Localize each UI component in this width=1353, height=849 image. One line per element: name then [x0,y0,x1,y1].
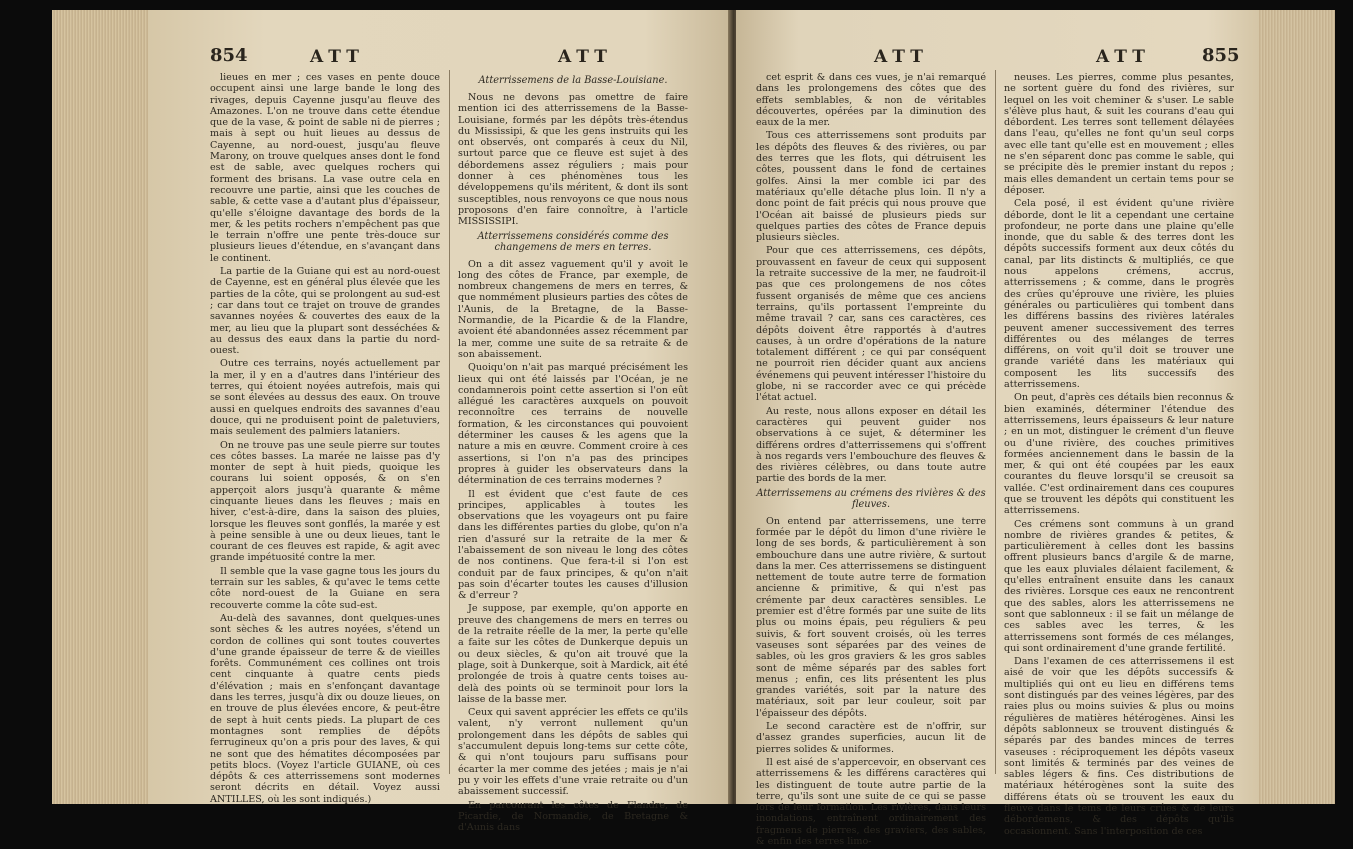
right-column-2 [1004,72,1234,839]
paragraph: lieues en mer ; ces vases en pente douce occupent ainsi une large bande le long des rivages, depuis Cayenne jusqu'au fleuve des Amazones. L'on ne trouve dans cette étendue que de la vase, & point de sable ni de pierres ; mais à sept ou huit lieues au dessus de Cayenne, au nord-ouest, jusqu'au fleuve Marony, on trouve quelques anses dont le fond est de sable, avec quelques rochers qui forment des brisans. La vase outre cela en recouvre une partie, ainsi que les couches de sable, & cette vase a d'autant plus d'épaisseur, qu'elle s'éloigne davantage des bords de la mer, & les petits rochers n'empêchent pas que le terrain n'offre une pente très-douce sur plusieurs lieues d'étendue, en s'avançant dans le continent. [210,72,440,264]
paragraph: Il est évident que c'est faute de ces principes, applicables à toutes les observations que les voyageurs ont pu faire dans les différentes parties du globe, qu'on n'a rien d'assuré sur la retraite de la mer & l'abaissement de son niveau le long des côtes de nos continens. Que fera-t-il si l'on est conduit par de faux principes, & qu'on n'ait pas soin d'écarter toutes les causes d'illusion & d'erreur ? [458,488,688,602]
paragraph: Outre ces terrains, noyés actuellement par la mer, il y en a d'autres dans l'intérieur des terres, qui étoient noyées autrefois, mais qui se sont élevées au dessus des eaux. On trouve aussi en quelques endroits des savannes d'eau douce, qui ne produisent point de paletuviers, mais seulement des palmiers lataniers. [210,358,440,438]
paragraph: La partie de la Guiane qui est au nord-ouest de Cayenne, est en général plus élevée que les parties de la côte, qui se prolongent au sud-est ; car dans tout ce trajet on trouve de grandes savannes noyées & couvertes des eaux de la mer, au lieu que la plupart sont desséchées & au dessus des eaux dans la partie du nord-ouest. [210,266,440,357]
right-running-head-1: ATT [874,47,929,67]
paragraph: Ceux qui savent apprécier les effets ce qu'ils valent, n'y verront nullement qu'un prolongement dans les dépôts de sables qui s'accumulent depuis long-tems sur cette côte, & qui n'ont toujours paru suffisans pour écarter la mer comme des jetées ; mais je n'ai pu y voir les effets d'une vraie retraite ou d'un abaissement successif. [458,707,688,798]
paragraph: Nous ne devons pas omettre de faire mention ici des atterrissemens de la Basse-Louisiane, formés par les dépôts très-étendus du Mississipi, & que les gens instruits qui les ont observés, ont comparés à ceux du Nil, surtout parce que ce fleuve est sujet à des débordemens assez réguliers ; mais pour donner à ces phénomènes tous les développemens qu'ils méritent, & dont ils sont susceptibles, nous renvoyons ce que nous nous proposons d'en faire connoître, à l'article MISSISSIPI. [458,92,688,228]
paragraph: Au-delà des savannes, dont quelques-unes sont sèches & les autres noyées, s'étend un cordon de collines qui sont toutes couvertes d'une grande épaisseur de terre & de vieilles forêts. Communément ces collines ont trois cent cinquante à quatre cents pieds d'élévation ; mais en s'enfonçant davantage dans les terres, jusqu'à dix ou douze lieues, on en trouve de plus élevées encore, & peut-être de sept à huit cents pieds. La plupart de ces montagnes sont remplies de dépôts ferrugineux qu'on a pris pour des laves, & qui ne sont que des hématites décomposées par petits blocs. (Voyez l'article GUIANE, où ces dépôts & ces atterrissemens sont modernes seront décrits en détail. Voyez aussi ANTILLES, où les sont indiqués.) [210,612,440,805]
right-column-1 [756,72,986,849]
left-folio: 854 [210,45,248,66]
column-rule [449,70,450,774]
paragraph: Il est aisé de s'appercevoir, en observant ces atterrissemens & les différens caractères qui les distinguent de toute autre partie de la terre, qu'ils sont une suite de ce qui se passe lors de leur formation. Les rivières, dans leurs inondations, entraînent ordinairement des fragmens de pierres, des graviers, des sables, & enfin des terres limo- [756,756,986,847]
right-running-head-2: ATT [1096,47,1151,67]
section-heading: Atterrissemens au crémens des rivières & des fleuves. [756,487,986,510]
paragraph: Ces crémens sont communs à un grand nombre de rivières grandes & petites, & particulièrement à celles dont les bassins offrent plusieurs bancs d'argile & de marne, que les eaux pluviales délaient facilement, & qu'elles entraînent ensuite dans les canaux des rivières. Lorsque ces eaux ne rencontrent que des sables, alors les atterrissemens ne sont que sablonneux : il se fait un mélange de ces sables avec les terres, & les atterrissemens sont formés de ces mélanges, qui sont ordinairement d'une grande fertilité. [1004,518,1234,654]
paragraph: On a dit assez vaguement qu'il y avoit le long des côtes de France, par exemple, de nombreux changemens de mers en terres, & que nommément plusieurs parties des côtes de l'Aunis, de la Bretagne, de la Basse-Normandie, de la Picardie & de la Flandre, avoient été abandonnées assez récemment par la mer, comme une suite de sa retraite & de son abaissement. [458,258,688,360]
book [52,10,1335,847]
left-column-2 [458,72,688,835]
right-folio: 855 [1202,45,1240,66]
paragraph: Au reste, nous allons exposer en détail les caractères qui peuvent guider nos observations à ce sujet, & déterminer les différens ordres d'atterrissemens qui s'offrent à nos regards vers l'embouchure des fleuves & des rivières célèbres, ou dans toute autre partie des bords de la mer. [756,405,986,485]
paragraph: Il semble que la vase gagne tous les jours du terrain sur les sables, & qu'avec le tems cette côte nord-ouest de la Guiane en sera recouverte comme la côte sud-est. [210,565,440,611]
right-page [736,10,1259,847]
paragraph: Quoiqu'on n'ait pas marqué précisément les lieux qui ont été laissés par l'Océan, je ne condamnerois point cette assertion si l'on eût allégué les caractères auxquels on pouvoit reconnoître ces terrains de nouvelle formation, & les circonstances qui pouvoient déterminer les causes & les agens que la nature a mis en œuvre. Comment croire à ces assertions, si l'on n'a pas des principes propres à guider les observateurs dans la détermination de ces terrains modernes ? [458,362,688,487]
left-running-head-1: ATT [310,47,365,67]
paragraph: Je suppose, par exemple, qu'on apporte en preuve des changemens de mers en terres ou de la retraite réelle de la mer, la perte qu'elle a faite sur les côtes de Dunkerque depuis un ou deux siècles, & qu'on ait trouvé que la plage, soit à Dunkerque, soit à Mardick, ait été prolongée de trois à quatre cents toises au-delà des points où se terminoit pour lors la laisse de la basse mer. [458,603,688,705]
left-page-edges [52,10,148,804]
paragraph: On peut, d'après ces détails bien reconnus & bien examinés, déterminer l'étendue des atterrissemens, leurs épaisseurs & leur nature ; en un mot, distinguer le crément d'un fleuve ou d'une rivière, des couches primitives formées anciennement dans le bassin de la mer, & qui ont été coupées par les eaux courantes du fleuve lorsqu'il se creusoit sa vallée. C'est ordinairement dans ces coupures que se trouvent les dépôts qui constituent les atterrissemens. [1004,392,1234,517]
paragraph: Le second caractère est de n'offrir, sur d'assez grandes superficies, aucun lit de pierres solides & uniformes. [756,721,986,755]
paragraph: Cela posé, il est évident qu'une rivière déborde, dont le lit a cependant une certaine profondeur, ne porte dans une plaine qu'elle inonde, que du sable & des terres dont les dépôts successifs forment aux deux côtés du canal, par lits distincts & multipliés, ce que nous appelons crémens, accrus, atterrissemens ; & comme, dans le progrès des crûes qu'éprouve une rivière, les pluies générales ou particulières qui tombent dans les différens bassins des rivières latérales peuvent amener successivement des terres différentes ou des mélanges de terres différens, on voit qu'il doit se trouver une grande variété dans les matériaux qui composent les lits successifs des atterrissemens. [1004,198,1234,391]
paragraph: Tous ces atterrissemens sont produits par les dépôts des fleuves & des rivières, ou par des terres que les flots, qui détruisent les côtes, poussent dans le fond de certaines golfes. Ainsi la mer comble ici par des matériaux qu'elle détache plus loin. Il n'y a donc point de fait précis qui nous prouve que l'Océan ait baissé de plusieurs pieds sur quelques parties des côtes de France depuis plusieurs siècles. [756,130,986,244]
paragraph: Dans l'examen de ces atterrissemens il est aisé de voir que les dépôts successifs & multipliés qui ont eu lieu en différens tems sont distingués par des veines légères, par des raies plus ou moins suivies & plus ou moins régulières de matières hétérogènes. Ainsi les dépôts sablonneux se trouvent distingués & séparés par des bandes minces de terres vaseuses : réciproquement les dépôts vaseux sont limités & terminés par des veines de sables légers & fins. Ces distributions de matériaux hétérogènes sont la suite des différens états où se trouvent les eaux du fleuve dans le tems de leurs crûes & de leurs débordemens, & des dépôts qu'ils occasionnent. Sans l'interposition de ces [1004,656,1234,837]
paragraph: cet esprit & dans ces vues, je n'ai remarqué dans les prolongemens des côtes que des effets semblables, & non de véritables découvertes, opérées par la diminution des eaux de la mer. [756,72,986,129]
left-page [148,10,732,834]
paragraph: On entend par atterrissemens, une terre formée par le dépôt du limon d'une rivière le long de ses bords, & particulièrement à son embouchure dans une autre rivière, & surtout dans la mer. Ces atterrissemens se distinguent nettement de toute autre terre de formation ancienne & primitive, & qui n'est pas crémente par deux caractères sensibles. Le premier est d'être formés par une suite de lits plus ou moins épais, peu réguliers & peu suivis, & fort souvent croisés, où les terres vaseuses sont séparées par des veines de sables, où les gros graviers & les gros sables sont de même séparés par des sables fort menus ; enfin, ces lits présentent les plus grandes variétés, soit par la nature des matériaux, soit par leur couleur, soit par l'épaisseur des dépôts. [756,515,986,719]
column-rule [995,70,996,774]
paragraph: neuses. Les pierres, comme plus pesantes, ne sortent guère du fond des rivières, sur lequel on les voit cheminer & s'user. Le sable s'élève plus haut, & suit les courans d'eau qui débordent. Les terres sont tellement délayées dans l'eau, qu'elles ne font qu'un seul corps avec elle tant qu'elle est en mouvement ; elles ne s'en séparent donc pas comme le sable, qui se précipite dès le premier instant du repos ; mais elles demandent un certain tems pour se déposer. [1004,72,1234,196]
paragraph: Pour que ces atterrissemens, ces dépôts, prouvassent en faveur de ceux qui supposent la retraite successive de la mer, ne faudroit-il pas que ces prolongemens de nos côtes fussent organisés de même que ces anciens terrains, qu'ils portassent l'empreinte du même travail ? car, sans ces caractères, ces dépôts doivent être rapportés à d'autres causes, à un ordre d'opérations de la nature totalement différent ; ce qui par conséquent ne pourroit rien décider quant aux anciens événemens qui peuvent intéresser l'histoire du globe, ni se raccorder avec ce qui précède l'état actuel. [756,245,986,404]
section-heading: Atterrissemens considérés comme des changemens de mers en terres. [477,230,669,253]
left-running-head-2: ATT [558,47,613,67]
paragraph: En parcourant les côtes de Flandre, de Picardie, de Normandie, de Bretagne & d'Aunis dans [458,799,688,834]
right-page-edges [1259,10,1335,804]
left-column-1 [210,72,440,807]
section-heading: Atterrissemens de la Basse-Louisiane. [478,75,668,86]
paragraph: On ne trouve pas une seule pierre sur toutes ces côtes basses. La marée ne laisse pas d'y monter de sept à huit pieds, quoique les courans lui soient opposés, & on s'en apperçoit alors jusqu'à quarante & même cinquante lieues dans les fleuves ; mais en hiver, c'est-à-dire, dans la saison des pluies, lorsque les fleuves sont gonflés, la marée y est à peine sensible à une ou deux lieues, tant le courant de ces fleuves est rapide, & agit avec grande impétuosité contre la mer. [210,439,440,564]
